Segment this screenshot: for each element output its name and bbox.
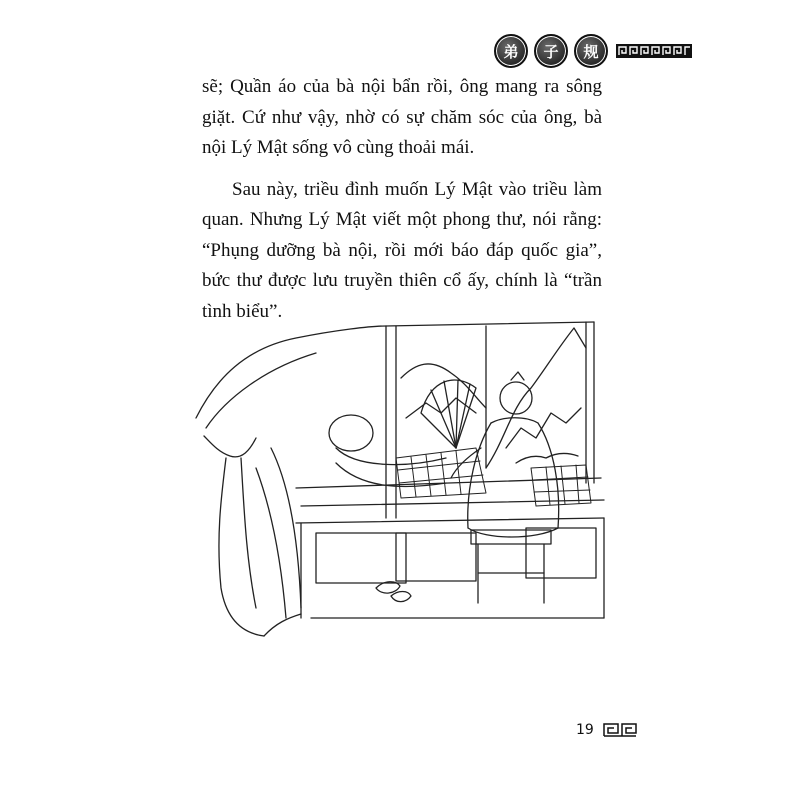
header-badge-2: 子	[534, 34, 568, 68]
page-number: 19	[576, 722, 594, 738]
meander-pattern-icon	[616, 44, 692, 58]
header-badge-3: 规	[574, 34, 608, 68]
page-header	[494, 34, 692, 68]
body-text	[202, 72, 602, 327]
page-footer	[576, 722, 638, 738]
paragraph-1: sẽ; Quần áo của bà nội bẩn rồi, ông mang ra sông giặt. Cứ như vậy, nhờ có sự chăm sóc của ông, bà nội Lý Mật sống vô cùng thoải mái.	[202, 76, 602, 158]
meander-pattern-icon	[602, 722, 638, 738]
paragraph-2: Sau này, triều đình muốn Lý Mật vào triều làm quan. Nhưng Lý Mật viết một phong thư, nói rằng: “Phụng dưỡng bà nội, rồi mới báo đáp quốc gia”, bức thư được lưu truyền thiên cổ ấy, chính là “trần tình biểu”.	[202, 178, 602, 322]
header-badge-1: 弟	[494, 34, 528, 68]
ink-drawing-illustration	[186, 318, 610, 638]
